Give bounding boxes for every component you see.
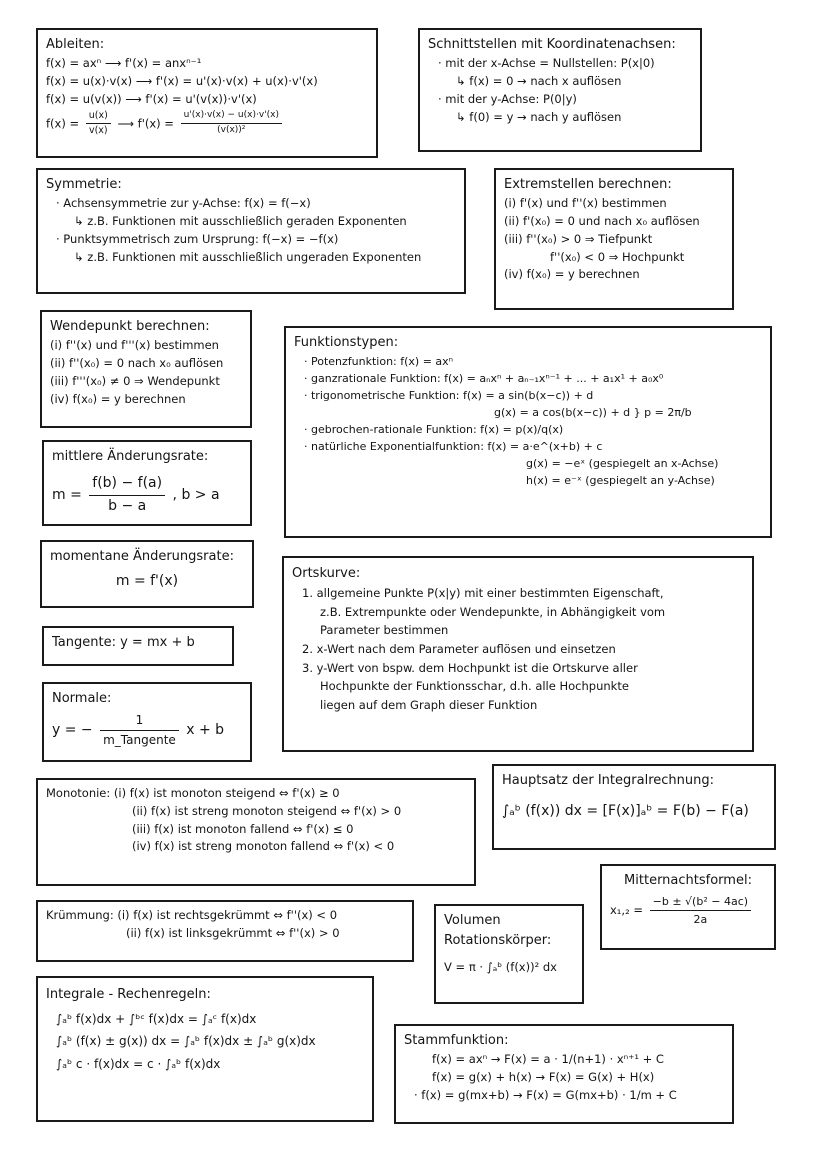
normale-lhs: y = − <box>52 722 93 739</box>
mittlere-lhs: m = <box>52 487 82 504</box>
tangente-box <box>42 626 234 666</box>
funktionstypen-line: · trigonometrische Funktion: f(x) = a sin(b(x−c)) + d <box>304 389 594 403</box>
normale-rhs: x + b <box>186 722 225 739</box>
hauptsatz-formula: ∫ₐᵇ (f(x)) dx = [F(x)]ₐᵇ = F(b) − F(a) <box>502 803 749 820</box>
funktionstypen-box <box>284 326 772 538</box>
funktionstypen-line: · natürliche Exponentialfunktion: f(x) = a·e^(x+b) + c <box>304 440 603 454</box>
stammfunktion-line: · f(x) = g(mx+b) → F(x) = G(mx+b) · 1/m + C <box>414 1087 677 1102</box>
kruemmung-box <box>36 900 414 962</box>
normale-fraction <box>100 711 179 749</box>
funktionstypen-line: g(x) = a cos(b(x−c)) + d } p = 2π/b <box>494 406 692 420</box>
monotonie-line: (iv) f(x) ist streng monoton fallend ⇔ f'(x) < 0 <box>132 839 395 854</box>
schnittstellen-line: · mit der y-Achse: P(0|y) <box>438 91 577 106</box>
wendepunkt-line: (iii) f'''(x₀) ≠ 0 ⇒ Wendepunkt <box>50 373 220 388</box>
monotonie-line: (iii) f(x) ist monoton fallend ⇔ f'(x) ≤ 0 <box>132 821 354 836</box>
stammfunktion-line: f(x) = axⁿ → F(x) = a · 1/(n+1) · xⁿ⁺¹ + C <box>432 1052 664 1067</box>
ableiten-box <box>36 28 378 158</box>
funktionstypen-line: h(x) = e⁻ˣ (gespiegelt an y-Achse) <box>526 474 715 488</box>
wendepunkt-line: (i) f''(x) und f'''(x) bestimmen <box>50 338 219 353</box>
quotient-rule <box>46 109 368 139</box>
momentane-aenderungsrate-box <box>40 540 254 608</box>
schnittstellen-line: ↳ f(0) = y → nach y auflösen <box>456 109 622 124</box>
symmetrie-line: ↳ z.B. Funktionen mit ausschließlich ungeraden Exponenten <box>74 249 422 264</box>
mittlere-condition: , b > a <box>172 487 220 504</box>
quotient-rnum: u'(x)·v(x) − u(x)·v'(x) <box>181 109 282 124</box>
integrale-title: Integrale - Rechenregeln: <box>46 987 211 1002</box>
integrale-line: ∫ₐᵇ (f(x) ± g(x)) dx = ∫ₐᵇ f(x)dx ± ∫ₐᵇ g(x)dx <box>56 1034 316 1049</box>
mitternacht-den: 2a <box>693 913 708 927</box>
symmetrie-line: · Punktsymmetrisch zum Ursprung: f(−x) = −f(x) <box>56 231 339 246</box>
kruemmung-line: (i) f(x) ist rechtsgekrümmt ⇔ f''(x) < 0 <box>117 908 338 922</box>
volumen-box <box>434 904 584 1004</box>
volumen-subtitle: Rotationskörper: <box>444 933 552 949</box>
quotient-fraction <box>86 109 111 139</box>
mitternacht-num: −b ± √(b² − 4ac) <box>650 893 751 911</box>
stammfunktion-title: Stammfunktion: <box>404 1033 509 1048</box>
extremstellen-line: (ii) f'(x₀) = 0 und nach x₀ auflösen <box>504 213 700 228</box>
funktionstypen-title: Funktionstypen: <box>294 335 399 350</box>
symmetrie-box <box>36 168 466 294</box>
ableiten-line: f(x) = u(v(x)) ⟶ f'(x) = u'(v(x))·v'(x) <box>46 91 257 106</box>
quotient-lhs: f(x) = <box>46 116 80 131</box>
funktionstypen-line: g(x) = −eˣ (gespiegelt an x-Achse) <box>526 457 719 471</box>
ortskurve-box <box>282 556 754 752</box>
funktionstypen-line: · Potenzfunktion: f(x) = axⁿ <box>304 355 454 369</box>
mitternacht-title: Mitternachtsformel: <box>624 873 752 888</box>
extremstellen-line: (iii) f''(x₀) > 0 ⇒ Tiefpunkt <box>504 231 653 246</box>
ableiten-title: Ableiten: <box>46 37 105 52</box>
funktionstypen-line: · ganzrationale Funktion: f(x) = aₙxⁿ + aₙ₋₁xⁿ⁻¹ + ... + a₁x¹ + a₀x⁰ <box>304 372 664 386</box>
tangente-formula: y = mx + b <box>120 635 195 650</box>
ortskurve-line: 2. x-Wert nach dem Parameter auflösen und einsetzen <box>302 641 616 656</box>
integrale-line: ∫ₐᵇ f(x)dx + ∫ᵇᶜ f(x)dx = ∫ₐᶜ f(x)dx <box>56 1011 257 1026</box>
mitternacht-fraction <box>650 893 751 928</box>
schnittstellen-line: · mit der x-Achse = Nullstellen: P(x|0) <box>438 56 655 71</box>
mitternachtsformel-box <box>600 864 776 950</box>
symmetrie-line: ↳ z.B. Funktionen mit ausschließlich geraden Exponenten <box>74 213 407 228</box>
mittlere-num: f(b) − f(a) <box>89 473 165 496</box>
wendepunkt-box <box>40 310 252 428</box>
quotient-arrow: ⟶ f'(x) = <box>117 116 174 131</box>
tangente-label: Tangente: <box>52 635 116 650</box>
momentane-title: momentane Änderungsrate: <box>50 549 234 564</box>
funktionstypen-line: · gebrochen-rationale Funktion: f(x) = p(x)/q(x) <box>304 423 564 437</box>
schnittstellen-line: ↳ f(x) = 0 → nach x auflösen <box>456 73 622 88</box>
monotonie-box <box>36 778 476 886</box>
ortskurve-line: 1. allgemeine Punkte P(x|y) mit einer bestimmten Eigenschaft, <box>302 586 664 601</box>
kruemmung-title: Krümmung: <box>46 908 114 922</box>
extremstellen-line: (iv) f(x₀) = y berechnen <box>504 267 640 282</box>
wendepunkt-title: Wendepunkt berechnen: <box>50 319 210 334</box>
mitternacht-lhs: x₁,₂ = <box>610 903 643 918</box>
ortskurve-line: 3. y-Wert von bspw. dem Hochpunkt ist die Ortskurve aller <box>302 660 638 675</box>
mittlere-title: mittlere Änderungsrate: <box>52 449 209 464</box>
ableiten-line: f(x) = axⁿ ⟶ f'(x) = anxⁿ⁻¹ <box>46 56 202 71</box>
normale-formula <box>52 711 242 749</box>
ortskurve-title: Ortskurve: <box>292 566 361 581</box>
extremstellen-line: (i) f'(x) und f''(x) bestimmen <box>504 196 667 211</box>
kruemmung-row <box>46 907 404 925</box>
symmetrie-line: · Achsensymmetrie zur y-Achse: f(x) = f(−x) <box>56 196 311 211</box>
wendepunkt-line: (ii) f''(x₀) = 0 nach x₀ auflösen <box>50 355 224 370</box>
schnittstellen-box <box>418 28 702 152</box>
stammfunktion-line: f(x) = g(x) + h(x) → F(x) = G(x) + H(x) <box>432 1069 655 1084</box>
monotonie-line: (ii) f(x) ist streng monoton steigend ⇔ f'(x) > 0 <box>132 803 402 818</box>
mittlere-aenderungsrate-box <box>42 440 252 526</box>
kruemmung-line: (ii) f(x) ist linksgekrümmt ⇔ f''(x) > 0 <box>126 925 340 940</box>
integrale-box <box>36 976 374 1122</box>
hauptsatz-title: Hauptsatz der Integralrechnung: <box>502 773 714 788</box>
schnittstellen-title: Schnittstellen mit Koordinatenachsen: <box>428 37 676 52</box>
mittlere-formula <box>52 473 242 517</box>
ableiten-line: f(x) = u(x)·v(x) ⟶ f'(x) = u'(x)·v(x) + u(x)·v'(x) <box>46 73 318 88</box>
normale-num: 1 <box>100 711 179 731</box>
extremstellen-line: f''(x₀) < 0 ⇒ Hochpunkt <box>550 249 685 264</box>
extremstellen-title: Extremstellen berechnen: <box>504 177 672 192</box>
monotonie-line: (i) f(x) ist monoton steigend ⇔ f'(x) ≥ 0 <box>113 786 340 800</box>
ortskurve-line: Parameter bestimmen <box>320 623 449 638</box>
volumen-formula: V = π · ∫ₐᵇ (f(x))² dx <box>444 960 557 975</box>
stammfunktion-box <box>394 1024 734 1124</box>
mittlere-fraction <box>89 473 165 517</box>
wendepunkt-line: (iv) f(x₀) = y berechnen <box>50 391 186 406</box>
ortskurve-line: Hochpunkte der Funktionsschar, d.h. alle Hochpunkte <box>320 679 629 694</box>
mittlere-den: b − a <box>108 497 147 514</box>
monotonie-row <box>46 785 466 803</box>
quotient-num: u(x) <box>86 109 111 125</box>
extremstellen-box <box>494 168 734 310</box>
ortskurve-line: z.B. Extrempunkte oder Wendepunkte, in Abhängigkeit vom <box>320 604 666 619</box>
quotient-result-fraction <box>181 109 282 138</box>
quotient-den: v(x) <box>88 125 108 137</box>
normale-den: m_Tangente <box>103 732 176 747</box>
hauptsatz-box <box>492 764 776 850</box>
symmetrie-title: Symmetrie: <box>46 177 122 192</box>
ortskurve-line: liegen auf dem Graph dieser Funktion <box>320 697 538 712</box>
normale-title: Normale: <box>52 691 112 706</box>
integrale-line: ∫ₐᵇ c · f(x)dx = c · ∫ₐᵇ f(x)dx <box>56 1057 221 1072</box>
volumen-title: Volumen <box>444 913 501 928</box>
monotonie-title: Monotonie: <box>46 786 111 800</box>
mitternacht-formula <box>610 893 766 928</box>
quotient-rden: (v(x))² <box>217 125 246 136</box>
momentane-formula: m = f'(x) <box>115 573 179 590</box>
normale-box <box>42 682 252 762</box>
